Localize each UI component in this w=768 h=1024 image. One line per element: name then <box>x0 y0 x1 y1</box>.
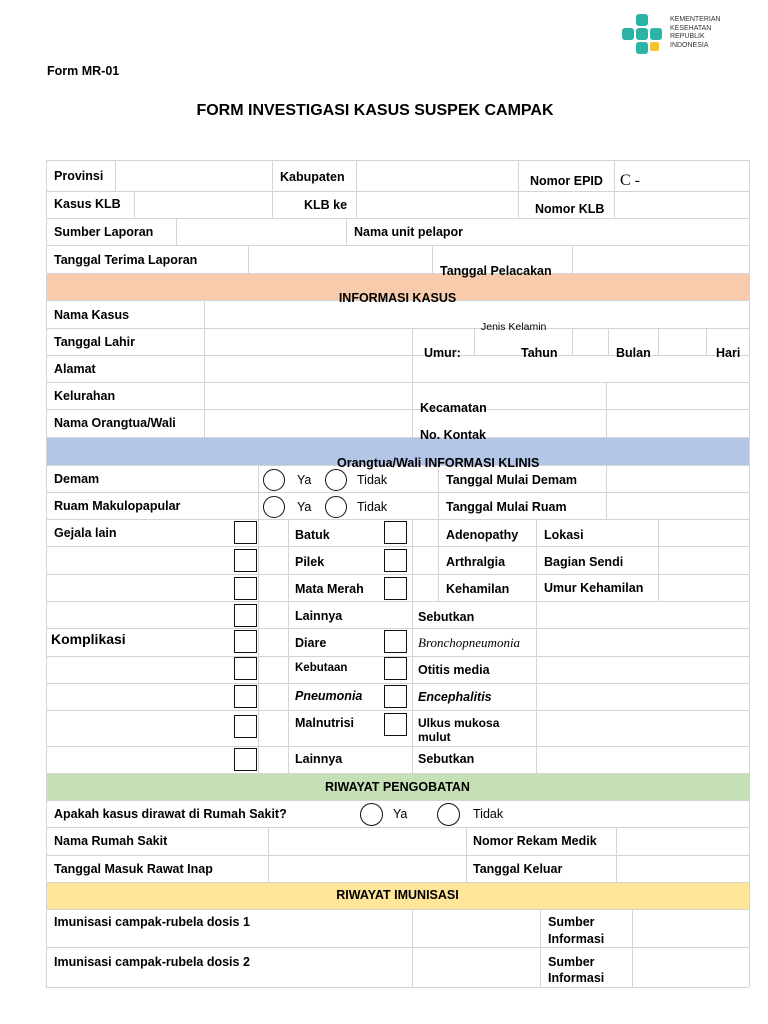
logo-line: REPUBLIK <box>670 33 705 40</box>
tanggal-mulai-ruam-label: Tanggal Mulai Ruam <box>446 500 567 514</box>
tanggal-pelacakan-field[interactable] <box>573 246 748 272</box>
tanggal-mulai-demam-field[interactable] <box>607 466 748 491</box>
kelurahan-label: Kelurahan <box>54 389 116 403</box>
kebutaan-label: Kebutaan <box>295 662 348 674</box>
nomor-epid-field[interactable] <box>640 161 748 190</box>
lainnya-label: Lainnya <box>295 609 343 623</box>
sumber-informasi-1-informasi: Informasi <box>548 932 605 946</box>
kehamilan-checkbox[interactable] <box>384 577 407 600</box>
pilek-label: Pilek <box>295 555 325 569</box>
nama-kasus-label: Nama Kasus <box>54 308 130 322</box>
pneumonia-checkbox[interactable] <box>234 685 257 708</box>
tgl-masuk-field[interactable] <box>269 856 465 881</box>
logo-line: KESEHATAN <box>670 24 712 32</box>
batuk-label: Batuk <box>295 528 330 542</box>
sumber-informasi-1-sumber: Sumber <box>548 915 595 929</box>
ruam-ya-label: Ya <box>297 500 312 514</box>
dosis-1-label: Imunisasi campak-rubela dosis 1 <box>54 915 250 929</box>
bagian-sendi-label: Bagian Sendi <box>544 555 624 569</box>
kasus-klb-label: Kasus KLB <box>54 197 121 211</box>
section-heading-informasi-kasus: INFORMASI KASUS <box>338 291 457 305</box>
sumber-laporan-field[interactable] <box>177 219 345 244</box>
tanggal-lahir-field[interactable] <box>205 329 411 354</box>
tanggal-terima-label: Tanggal Terima Laporan <box>54 253 198 267</box>
dosis-1-field[interactable] <box>413 910 539 946</box>
dirawat-tidak-radio[interactable] <box>437 803 460 826</box>
hari-label: Hari <box>716 346 741 360</box>
kebutaan-checkbox[interactable] <box>234 657 257 680</box>
otitis-media-checkbox[interactable] <box>384 657 407 680</box>
section-heading-informasi-klinis: Orangtua/Wali INFORMASI KLINIS <box>337 456 540 470</box>
lainnya-komplikasi-checkbox[interactable] <box>234 748 257 771</box>
ministry-logo <box>620 12 730 60</box>
demam-tidak-label: Tidak <box>357 473 388 487</box>
pilek-checkbox[interactable] <box>234 549 257 572</box>
komplikasi-label: Komplikasi <box>51 631 126 647</box>
umur-label: Umur: <box>424 346 461 360</box>
kecamatan-field[interactable] <box>607 383 748 408</box>
kehamilan-label: Kehamilan <box>446 582 510 596</box>
adenopathy-label: Adenopathy <box>446 528 519 542</box>
nama-ortu-label: Nama Orangtua/Wali <box>54 416 176 430</box>
tgl-keluar-label: Tanggal Keluar <box>473 862 563 876</box>
sumber-informasi-2-informasi: Informasi <box>548 971 605 985</box>
kasus-klb-field[interactable] <box>135 192 271 217</box>
ruam-ya-radio[interactable] <box>263 496 285 518</box>
mata-merah-checkbox[interactable] <box>234 577 257 600</box>
epid-prefix: C - <box>620 172 640 189</box>
adenopathy-checkbox[interactable] <box>384 521 407 544</box>
alamat-field[interactable] <box>205 356 748 381</box>
ulkus-mukosa-checkbox[interactable] <box>384 713 407 736</box>
tahun-label: Tahun <box>521 346 558 360</box>
diare-label: Diare <box>295 636 327 650</box>
sumber-laporan-label: Sumber Laporan <box>54 225 154 239</box>
nomor-rekam-medik-field[interactable] <box>617 828 748 854</box>
klb-ke-field[interactable] <box>357 192 517 217</box>
form-title: FORM INVESTIGASI KASUS SUSPEK CAMPAK <box>196 102 554 119</box>
klb-ke-label: KLB ke <box>304 198 348 212</box>
batuk-checkbox[interactable] <box>234 521 257 544</box>
dosis-2-field[interactable] <box>413 948 539 986</box>
encephalitis-checkbox[interactable] <box>384 685 407 708</box>
tanggal-mulai-demam-label: Tanggal Mulai Demam <box>446 473 578 487</box>
demam-label: Demam <box>54 472 100 486</box>
ruam-label: Ruam Makulopapular <box>54 499 181 513</box>
logo-line: KEMENTERIAN <box>670 16 721 23</box>
logo-line: INDONESIA <box>670 41 709 49</box>
nomor-klb-label: Nomor KLB <box>535 202 605 216</box>
demam-ya-radio[interactable] <box>263 469 285 491</box>
dirawat-ya-label: Ya <box>393 807 408 821</box>
bronchopneumonia-checkbox[interactable] <box>384 630 407 653</box>
tanggal-terima-field[interactable] <box>249 246 431 272</box>
bagian-sendi-field[interactable] <box>659 547 748 573</box>
umur-kehamilan-label: Umur Kehamilan <box>544 581 644 595</box>
mata-merah-label: Mata Merah <box>295 582 364 596</box>
umur-kehamilan-field[interactable] <box>659 575 748 600</box>
section-heading-riwayat-imunisasi: RIWAYAT IMUNISASI <box>336 888 459 902</box>
diare-checkbox[interactable] <box>234 630 257 653</box>
nama-rs-label: Nama Rumah Sakit <box>54 834 168 848</box>
kelurahan-field[interactable] <box>205 383 411 408</box>
encephalitis-label: Encephalitis <box>418 690 492 704</box>
demam-tidak-radio[interactable] <box>325 469 347 491</box>
demam-ya-label: Ya <box>297 473 312 487</box>
ministry-logo-icon <box>620 12 668 60</box>
sumber-informasi-1-field[interactable] <box>633 910 748 946</box>
tanggal-mulai-ruam-field[interactable] <box>607 493 748 518</box>
pneumonia-label: Pneumonia <box>295 689 363 703</box>
lokasi-label: Lokasi <box>544 528 584 542</box>
tanggal-pelacakan-label: Tanggal Pelacakan <box>440 264 552 278</box>
nomor-rekam-medik-label: Nomor Rekam Medik <box>473 834 597 848</box>
nama-kasus-field[interactable] <box>205 301 475 327</box>
gejala-lain-label: Gejala lain <box>54 526 117 540</box>
tgl-masuk-label: Tanggal Masuk Rawat Inap <box>54 862 213 876</box>
ruam-tidak-label: Tidak <box>357 500 388 514</box>
dirawat-question: Apakah kasus dirawat di Rumah Sakit? <box>54 807 287 821</box>
nama-unit-pelapor-field[interactable] <box>500 219 748 244</box>
dirawat-tidak-label: Tidak <box>473 807 504 821</box>
sebutkan-label: Sebutkan <box>418 610 475 624</box>
sebutkan-komplikasi-label: Sebutkan <box>418 752 475 766</box>
kabupaten-label: Kabupaten <box>280 170 345 184</box>
nama-rs-field[interactable] <box>269 828 465 854</box>
otitis-media-label: Otitis media <box>418 663 490 677</box>
sumber-informasi-2-field[interactable] <box>633 948 748 986</box>
sumber-informasi-2-sumber: Sumber <box>548 955 595 969</box>
provinsi-label: Provinsi <box>54 169 104 183</box>
alamat-label: Alamat <box>54 362 96 376</box>
sebutkan-komplikasi-field[interactable] <box>537 747 748 772</box>
section-heading-riwayat-pengobatan: RIWAYAT PENGOBATAN <box>325 780 470 794</box>
sebutkan-field[interactable] <box>537 602 748 627</box>
jenis-kelamin-label: Jenis Kelamin <box>481 321 547 333</box>
kecamatan-label: Kecamatan <box>420 401 487 415</box>
nomor-epid-label: Nomor EPID <box>530 174 603 188</box>
tanggal-lahir-label: Tanggal Lahir <box>54 335 136 349</box>
arthralgia-label: Arthralgia <box>446 555 506 569</box>
nama-ortu-field[interactable] <box>205 410 411 436</box>
ruam-tidak-radio[interactable] <box>325 496 347 518</box>
lainnya-komplikasi-label: Lainnya <box>295 752 343 766</box>
kabupaten-field[interactable] <box>357 161 517 190</box>
no-kontak-label: No. Kontak <box>420 428 486 442</box>
nama-unit-pelapor-label: Nama unit pelapor <box>354 225 464 239</box>
dirawat-ya-radio[interactable] <box>360 803 383 826</box>
arthralgia-checkbox[interactable] <box>384 549 407 572</box>
nomor-klb-field[interactable] <box>615 192 748 217</box>
tgl-keluar-field[interactable] <box>617 856 748 881</box>
bronchopneumonia-label: Bronchopneumonia <box>418 635 521 650</box>
bulan-label: Bulan <box>616 346 651 360</box>
ulkus-mulut-label: mulut <box>418 730 451 744</box>
form-code: Form MR-01 <box>47 64 120 78</box>
malnutrisi-label: Malnutrisi <box>295 716 355 730</box>
no-kontak-field[interactable] <box>607 410 748 436</box>
ulkus-mukosa-label: Ulkus mukosa <box>418 716 500 730</box>
dosis-2-label: Imunisasi campak-rubela dosis 2 <box>54 955 250 969</box>
provinsi-field[interactable] <box>116 161 271 190</box>
lainnya-checkbox[interactable] <box>234 604 257 627</box>
malnutrisi-checkbox[interactable] <box>234 715 257 738</box>
lokasi-field[interactable] <box>659 520 748 545</box>
